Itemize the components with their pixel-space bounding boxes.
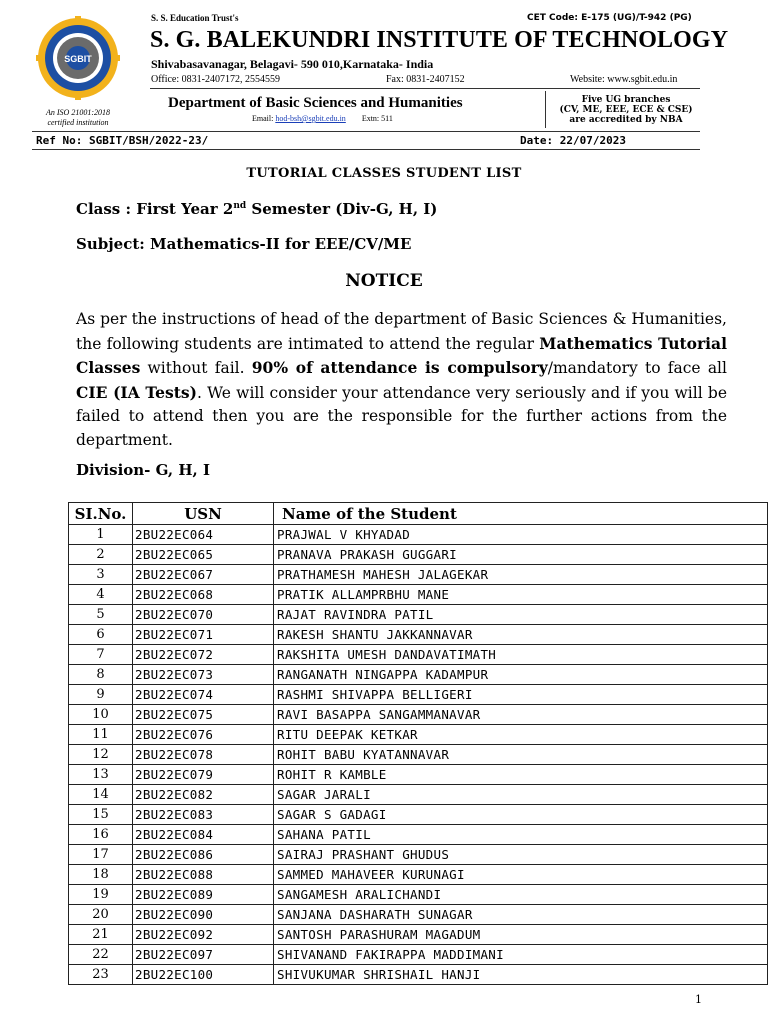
- cell-usn: 2BU22EC082: [133, 785, 274, 805]
- table-row: [69, 605, 768, 625]
- para-bold-3: CIE (IA Tests): [76, 382, 197, 402]
- website[interactable]: Website: www.sgbit.edu.in: [570, 74, 678, 85]
- cell-sl-no: 10: [69, 705, 133, 725]
- table-row: [69, 885, 768, 905]
- table-row: [69, 925, 768, 945]
- cell-usn: 2BU22EC064: [133, 525, 274, 545]
- cell-usn: 2BU22EC065: [133, 545, 274, 565]
- cell-student-name: SAGAR JARALI: [274, 785, 768, 805]
- trust-name: S. S. Education Trust's: [151, 13, 239, 23]
- cell-usn: 2BU22EC097: [133, 945, 274, 965]
- table-row: [69, 625, 768, 645]
- cell-student-name: SHIVANAND FAKIRAPPA MADDIMANI: [274, 945, 768, 965]
- cell-sl-no: 22: [69, 945, 133, 965]
- cell-student-name: ROHIT BABU KYATANNAVAR: [274, 745, 768, 765]
- cell-student-name: PRATHAMESH MAHESH JALAGEKAR: [274, 565, 768, 585]
- para-text-2: without fail.: [140, 359, 252, 377]
- student-table: [68, 502, 768, 985]
- cell-usn: 2BU22EC092: [133, 925, 274, 945]
- table-row: [69, 645, 768, 665]
- header-sl-no: SI.No.: [69, 503, 133, 525]
- cell-sl-no: 17: [69, 845, 133, 865]
- cell-sl-no: 14: [69, 785, 133, 805]
- cell-usn: 2BU22EC100: [133, 965, 274, 985]
- cell-usn: 2BU22EC086: [133, 845, 274, 865]
- cell-usn: 2BU22EC088: [133, 865, 274, 885]
- cell-student-name: SANJANA DASHARATH SUNAGAR: [274, 905, 768, 925]
- header-usn: USN: [133, 503, 274, 525]
- cell-sl-no: 5: [69, 605, 133, 625]
- table-row: [69, 765, 768, 785]
- cet-code: CET Code: E-175 (UG)/T-942 (PG): [527, 13, 692, 23]
- cell-sl-no: 9: [69, 685, 133, 705]
- cell-usn: 2BU22EC083: [133, 805, 274, 825]
- class-superscript: nd: [233, 201, 247, 211]
- cell-usn: 2BU22EC090: [133, 905, 274, 925]
- cell-sl-no: 15: [69, 805, 133, 825]
- document-date: Date: 22/07/2023: [520, 134, 626, 147]
- subject-line: Subject: Mathematics-II for EEE/CV/ME: [76, 235, 412, 253]
- cell-student-name: RAKSHITA UMESH DANDAVATIMATH: [274, 645, 768, 665]
- table-row: [69, 565, 768, 585]
- division-line: Division- G, H, I: [76, 461, 210, 479]
- cell-student-name: SAGAR S GADAGI: [274, 805, 768, 825]
- table-header-row: [69, 503, 768, 525]
- department-name: Department of Basic Sciences and Humanities: [168, 95, 463, 111]
- para-bold-2: 90% of attendance is compulsory: [251, 358, 548, 377]
- table-row: [69, 725, 768, 745]
- cell-student-name: RASHMI SHIVAPPA BELLIGERI: [274, 685, 768, 705]
- nba-accreditation: [552, 95, 700, 125]
- cell-sl-no: 2: [69, 545, 133, 565]
- department-box: [150, 91, 544, 128]
- para-text-3: /mandatory to face all: [547, 359, 727, 377]
- para-text-1: As per the instructions of head of the department of Basic Sciences & Humanities, the following students are intimated to attend the regular: [76, 310, 727, 353]
- cell-usn: 2BU22EC079: [133, 765, 274, 785]
- page-number: 1: [695, 993, 702, 1006]
- class-prefix: Class : First Year 2: [76, 200, 234, 218]
- cell-student-name: SANTOSH PARASHURAM MAGADUM: [274, 925, 768, 945]
- cell-usn: 2BU22EC076: [133, 725, 274, 745]
- cell-usn: 2BU22EC072: [133, 645, 274, 665]
- email-link[interactable]: hod-bsh@sgbit.edu.in: [275, 114, 346, 123]
- student-rows: [69, 525, 768, 985]
- cell-usn: 2BU22EC071: [133, 625, 274, 645]
- email-label: Email:: [252, 114, 274, 123]
- office-phone: Office: 0831-2407172, 2554559: [151, 74, 280, 85]
- cell-sl-no: 23: [69, 965, 133, 985]
- table-row: [69, 665, 768, 685]
- extension: Extn: 511: [361, 114, 393, 123]
- cell-sl-no: 1: [69, 525, 133, 545]
- header-student-name: Name of the Student: [274, 503, 768, 525]
- cell-sl-no: 6: [69, 625, 133, 645]
- para-bold-1: Mathematics Tutorial Classes: [76, 333, 727, 377]
- header-divider: [150, 88, 700, 89]
- cell-sl-no: 13: [69, 765, 133, 785]
- cell-sl-no: 20: [69, 905, 133, 925]
- cell-student-name: ROHIT R KAMBLE: [274, 765, 768, 785]
- table-row: [69, 965, 768, 985]
- cell-student-name: SAIRAJ PRASHANT GHUDUS: [274, 845, 768, 865]
- table-row: [69, 585, 768, 605]
- cell-student-name: PRATIK ALLAMPRBHU MANE: [274, 585, 768, 605]
- reference-number: Ref No: SGBIT/BSH/2022-23/: [36, 134, 209, 147]
- cell-usn: 2BU22EC089: [133, 885, 274, 905]
- notice-paragraph: [76, 308, 727, 452]
- cell-usn: 2BU22EC073: [133, 665, 274, 685]
- iso-line-1: An ISO 21001:2018: [46, 108, 110, 117]
- cell-usn: 2BU22EC078: [133, 745, 274, 765]
- institute-address: Shivabasavanagar, Belagavi- 590 010,Karnataka- India: [151, 57, 434, 71]
- cell-sl-no: 21: [69, 925, 133, 945]
- department-contact: [252, 114, 393, 123]
- table-row: [69, 845, 768, 865]
- cell-student-name: SANGAMESH ARALICHANDI: [274, 885, 768, 905]
- table-row: [69, 705, 768, 725]
- class-suffix: Semester (Div-G, H, I): [246, 200, 438, 218]
- cell-sl-no: 16: [69, 825, 133, 845]
- cell-student-name: SHIVUKUMAR SHRISHAIL HANJI: [274, 965, 768, 985]
- cell-sl-no: 11: [69, 725, 133, 745]
- iso-line-2: certified institution: [47, 118, 109, 127]
- cell-usn: 2BU22EC075: [133, 705, 274, 725]
- fax-number: Fax: 0831-2407152: [386, 74, 465, 85]
- ref-bottom-rule: [32, 149, 700, 150]
- header-vertical-divider: [545, 91, 546, 128]
- cell-student-name: PRANAVA PRAKASH GUGGARI: [274, 545, 768, 565]
- table-row: [69, 685, 768, 705]
- cell-sl-no: 3: [69, 565, 133, 585]
- table-row: [69, 525, 768, 545]
- table-row: [69, 745, 768, 765]
- class-line: [76, 200, 437, 218]
- cell-usn: 2BU22EC074: [133, 685, 274, 705]
- table-row: [69, 805, 768, 825]
- iso-certification: [30, 108, 126, 128]
- cell-student-name: SAHANA PATIL: [274, 825, 768, 845]
- cell-student-name: RAVI BASAPPA SANGAMMANAVAR: [274, 705, 768, 725]
- table-row: [69, 865, 768, 885]
- table-row: [69, 825, 768, 845]
- cell-student-name: RANGANATH NINGAPPA KADAMPUR: [274, 665, 768, 685]
- cell-sl-no: 18: [69, 865, 133, 885]
- table-row: [69, 905, 768, 925]
- cell-sl-no: 8: [69, 665, 133, 685]
- institute-logo: [36, 16, 120, 100]
- notice-title: NOTICE: [345, 271, 423, 291]
- cell-sl-no: 19: [69, 885, 133, 905]
- logo-text: SGBIT: [64, 54, 92, 64]
- cell-sl-no: 4: [69, 585, 133, 605]
- cell-student-name: SAMMED MAHAVEER KURUNAGI: [274, 865, 768, 885]
- table-row: [69, 545, 768, 565]
- para-text-4: . We will consider your attendance very seriously and if you will be failed to attend then you are the responsible for the further actions from the department.: [76, 383, 727, 449]
- cell-sl-no: 12: [69, 745, 133, 765]
- nba-line-2: (CV, ME, EEE, ECE & CSE): [559, 105, 693, 115]
- cell-student-name: RITU DEEPAK KETKAR: [274, 725, 768, 745]
- table-row: [69, 945, 768, 965]
- table-row: [69, 785, 768, 805]
- institute-name: S. G. BALEKUNDRI INSTITUTE OF TECHNOLOGY: [150, 27, 729, 53]
- list-title: TUTORIAL CLASSES STUDENT LIST: [246, 166, 522, 181]
- nba-line-1: Five UG branches: [581, 95, 671, 105]
- cell-student-name: RAKESH SHANTU JAKKANNAVAR: [274, 625, 768, 645]
- cell-usn: 2BU22EC067: [133, 565, 274, 585]
- cell-student-name: PRAJWAL V KHYADAD: [274, 525, 768, 545]
- cell-student-name: RAJAT RAVINDRA PATIL: [274, 605, 768, 625]
- ref-top-rule: [32, 131, 700, 132]
- cell-usn: 2BU22EC070: [133, 605, 274, 625]
- nba-line-3: are accredited by NBA: [569, 115, 683, 125]
- cell-usn: 2BU22EC068: [133, 585, 274, 605]
- cell-sl-no: 7: [69, 645, 133, 665]
- cell-usn: 2BU22EC084: [133, 825, 274, 845]
